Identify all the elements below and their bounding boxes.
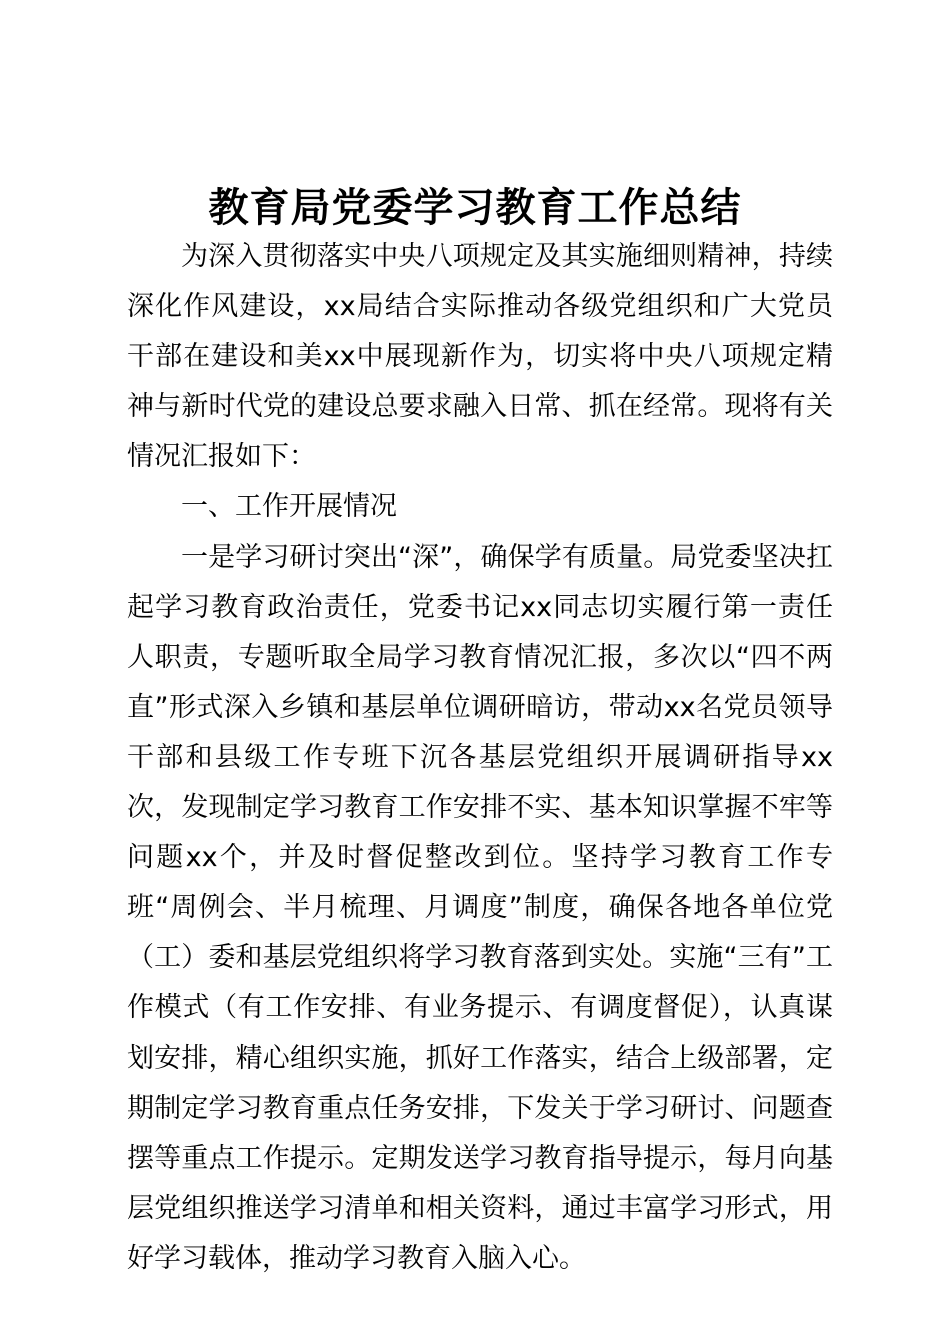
document-title: 教育局党委学习教育工作总结 bbox=[208, 185, 742, 231]
intro-paragraph: 为深入贯彻落实中央八项规定及其实施细则精神，持续深化作风建设，xx局结合实际推动各级党组织和广大党员干部在建设和美xx中展现新作为，切实将中央八项规定精神与新时代党的建设总要求融入日常、抓在经常。现将有关情况汇报如下： bbox=[127, 241, 833, 473]
document-body bbox=[127, 232, 833, 1284]
body-paragraph: 一是学习研讨突出“深”，确保学有质量。局党委坚决扛起学习教育政治责任，党委书记xx同志切实履行第一责任人职责，专题听取全局学习教育情况汇报，多次以“四不两直”形式深入乡镇和基层单位调研暗访，带动xx名党员领导干部和县级工作专班下沉各基层党组织开展调研指导xx次，发现制定学习教育工作安排不实、基本知识掌握不牢等问题xx个，并及时督促整改到位。坚持学习教育工作专班“周例会、半月梳理、月调度”制度，确保各地各单位党（工）委和基层党组织将学习教育落到实处。实施“三有”工作模式（有工作安排、有业务提示、有调度督促），认真谋划安排，精心组织实施，抓好工作落实，结合上级部署，定期制定学习教育重点任务安排，下发关于学习研讨、问题查摆等重点工作提示。定期发送学习教育指导提示，每月向基层党组织推送学习清单和相关资料，通过丰富学习形式，用好学习载体，推动学习教育入脑入心。 bbox=[127, 541, 833, 1274]
section-heading: 一、工作开展情况 bbox=[181, 491, 397, 523]
